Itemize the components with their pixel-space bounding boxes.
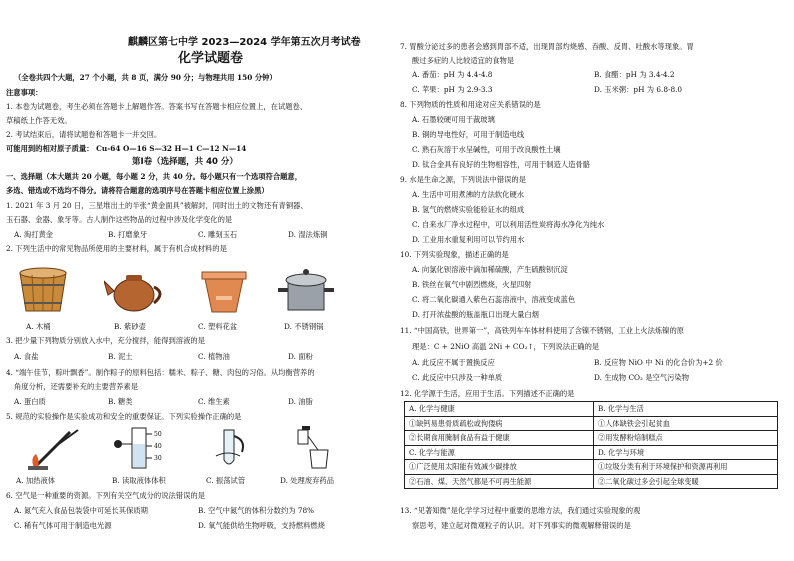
wooden-bucket-image (14, 263, 72, 315)
q12-cell[interactable]: D. 化学与环境 (594, 445, 778, 460)
q3-stem: 3. 把少量下列物质分别放入水中，充分搅拌，能得到溶液的是 (6, 336, 205, 345)
q3-option-c[interactable]: C. 植物油 (198, 352, 230, 361)
q5-option-a[interactable]: A. 加热液体 (16, 476, 56, 485)
q1-option-a[interactable]: A. 淘打黄金 (14, 230, 54, 239)
school-title: 麒麟区第七中学 2023—2024 学年第五次月考试卷 (128, 37, 361, 48)
q11-option-b[interactable]: B. 反应物 NiO 中 Ni 的化合价为+2 价 (594, 358, 723, 367)
teapot-image (104, 265, 166, 315)
q13-stem-2: 察思考，建立起对微观粒子的认识。对下列事实的微观解释错误的是 (412, 521, 631, 530)
note-1a: 1. 本卷为试题卷，考生必须在答题卡上解题作答。答案书写在答题卡相应位置上，在试题卷、 (6, 102, 308, 111)
q1-option-c[interactable]: C. 雕刻玉石 (198, 230, 238, 239)
q11-stem-2: 理是：C + 2NiO 高温 2Ni + CO₂↑，下列说法正确的是 (412, 342, 600, 351)
q12-cell: ②石油、煤、天然气都是不可再生能源 (405, 474, 594, 489)
q12-stem: 12. 化学源于生活，应用于生活。下列描述不正确的是 (400, 389, 575, 398)
shaking-test-tube-image (210, 426, 250, 470)
q12-cell: ①人体缺铁会引起贫血 (594, 416, 778, 431)
q4-stem-1: 4. “端午佳节，粽叶飘香”。制作粽子的原料包括：糯米、粽子、糖、肉包的习俗。从均衡营养的 (6, 368, 315, 377)
heating-liquid-image (26, 426, 86, 470)
q8-option-b[interactable]: B. 铜的导电性好，可用于制造电线 (412, 130, 525, 139)
scale-30: 30 (154, 455, 162, 462)
q5-option-c[interactable]: C. 振荡试管 (206, 476, 246, 485)
q12-cell: ①广泛使用太阳能有效减少碳排放 (405, 460, 594, 475)
q7-stem-1: 7. 胃酸分泌过多的患者会感到胃部不适，出现胃部灼烧感、吞酸、反胃、吐酸水等现象。胃 (400, 42, 694, 51)
q6-option-c[interactable]: C. 稀有气体可用于制造电光源 (14, 521, 112, 530)
atomic-masses: 可能用到的相对原子质量： Cu-64 O—16 S—32 H—1 C—12 N—14 (6, 144, 247, 153)
q12-cell: ②用发酵粉焙制糕点 (594, 431, 778, 446)
plastic-flowerpot-image (200, 268, 248, 316)
q1-stem-1: 1. 2021 年 3 月 20 日，三星堆出土的半张“黄金面具”被解封，同时出土的文物还有青铜器、 (6, 201, 308, 210)
q12-table (404, 401, 778, 489)
q5-option-b[interactable]: B. 读取液体体积 (112, 476, 166, 485)
q11-stem-1: 11. “中国高铁，世界第一”，高铁列车车体材料使用了含镍不锈钢，工业上火法炼镍的原 (400, 326, 685, 335)
q12-cell: ①缺钙易患骨质疏松或佝偻病 (405, 416, 594, 431)
note-1b: 草稿纸上作答无效。 (6, 116, 72, 125)
q5-option-d[interactable]: D. 处理废弃药品 (280, 476, 335, 485)
q1-option-d[interactable]: D. 湿法炼铜 (288, 230, 328, 239)
q3-option-a[interactable]: A. 食盐 (14, 352, 39, 361)
steel-pot-image (278, 264, 334, 316)
q8-option-d[interactable]: D. 钛合金具有良好的生物相容性，可用于制造人造骨骼 (412, 160, 591, 169)
exam-info: （全卷共四个大题，27 个小题，共 8 页，满分 90 分；与物理共用 150 分钟） (14, 73, 277, 82)
q9-stem: 9. 水是生命之源，下列说法中错误的是 (400, 175, 527, 184)
q7-stem-2: 酸过多症的人比较适宜的食物是 (412, 56, 515, 65)
q6-option-b[interactable]: B. 空气中氮气的体积分数约为 78% (198, 506, 315, 515)
q11-option-d[interactable]: D. 生成物 CO₂ 是空气污染物 (594, 373, 690, 382)
choice-heading-2: 多选、错选或不选均不得分。请将符合题意的选项序号在答题卡相应位置上涂黑） (6, 186, 269, 195)
q3-option-d[interactable]: D. 面粉 (288, 352, 313, 361)
q3-option-b[interactable]: B. 泥土 (108, 352, 133, 361)
q10-option-c[interactable]: C. 将二氧化碳通入紫色石蕊溶液中，溶液变成蓝色 (412, 295, 576, 304)
q2-option-a[interactable]: A. 木桶 (26, 322, 51, 331)
q7-option-a[interactable]: A. 番茄：pH 为 4.4-4.8 (412, 70, 493, 79)
q8-option-c[interactable]: C. 熟石灰溶于水呈碱性，可用于改良酸性土壤 (412, 145, 561, 154)
subject-title: 化学试题卷 (178, 51, 244, 66)
q7-option-b[interactable]: B. 食醋：pH 为 3.4-4.2 (594, 70, 675, 79)
q12-cell: ②二氧化碳过多会引起全球变暖 (594, 474, 778, 489)
q4-option-a[interactable]: A. 蛋白质 (14, 397, 46, 406)
notes-heading: 注意事项： (6, 88, 43, 97)
q5-stem: 5. 规范的实验操作是实验成功和安全的重要保证。下列实验操作正确的是 (6, 412, 242, 421)
note-2: 2. 考试结束后，请将试题卷和答题卡一并交回。 (6, 130, 162, 139)
waste-disposal-image (292, 426, 336, 470)
part1-title: 第Ⅰ卷（选择题，共 40 分） (132, 157, 238, 167)
q1-option-b[interactable]: B. 打磨象牙 (108, 230, 148, 239)
q7-option-d[interactable]: D. 玉米粥：pH 为 6.8-8.0 (594, 85, 683, 94)
scale-40: 40 (154, 443, 162, 450)
q2-stem: 2. 下列生活中的常见物品所使用的主要材料，属于有机合成材料的是 (6, 244, 227, 253)
choice-heading: 一、选择题（本大题共 20 小题，每小题 2 分，共 40 分。每小题只有一个选项符合题意， (6, 172, 303, 181)
q12-cell[interactable]: C. 化学与能源 (405, 445, 594, 460)
q9-option-d[interactable]: D. 工业用水重复利用可以节约用水 (412, 235, 525, 244)
q10-option-a[interactable]: A. 向氯化钡溶液中滴加稀硫酸，产生硫酸钡沉淀 (412, 265, 568, 274)
q9-option-a[interactable]: A. 生活中可用煮沸的方法软化硬水 (412, 190, 525, 199)
q2-option-b[interactable]: B. 紫砂壶 (114, 322, 146, 331)
q8-option-a[interactable]: A. 石墨较硬可用于裁玻璃 (412, 115, 495, 124)
q12-cell[interactable]: A. 化学与健康 (405, 402, 594, 417)
q9-option-c[interactable]: C. 自来水厂净水过程中，可以利用活性炭将海水净化为纯水 (412, 220, 605, 229)
q4-stem-2: 角度分析，还需要补充的主要营养素是 (14, 382, 139, 391)
q10-stem: 10. 下列实验现象，描述正确的是 (400, 250, 509, 259)
q10-option-b[interactable]: B. 铁丝在氧气中剧烈燃烧，火星四射 (412, 280, 532, 289)
q9-option-b[interactable]: B. 氢气的燃烧实验能验证水的组成 (412, 205, 525, 214)
q8-stem: 8. 下列物质的性质和用途对应关系错误的是 (400, 100, 541, 109)
q11-option-a[interactable]: A. 此反应不属于置换反应 (412, 358, 495, 367)
graduated-cylinder-image (110, 426, 170, 470)
q6-option-d[interactable]: D. 氧气能供给生物呼吸，支持燃料燃烧 (198, 521, 325, 530)
q4-option-b[interactable]: B. 糖类 (108, 397, 133, 406)
q7-option-c[interactable]: C. 苹果：pH 为 2.9-3.3 (412, 85, 493, 94)
q2-option-c[interactable]: C. 塑料花盆 (198, 322, 238, 331)
scale-50: 50 (154, 431, 162, 438)
q2-option-d[interactable]: D. 不锈钢锅 (284, 322, 324, 331)
q13-stem-1: 13. “见著知微”是化学学习过程中重要的思维方法，我们通过实验现象的观 (400, 506, 641, 515)
q6-stem: 6. 空气是一种重要的资源。下列有关空气成分的说法错误的是 (6, 491, 205, 500)
q12-cell: ②长期食用腌制食品有益于健康 (405, 431, 594, 446)
q4-option-c[interactable]: C. 维生素 (198, 397, 230, 406)
q12-cell: ①垃圾分类有利于环境保护和资源再利用 (594, 460, 778, 475)
q4-option-d[interactable]: D. 油脂 (288, 397, 313, 406)
q10-option-d[interactable]: D. 打开浓盐酸的瓶盖瓶口出现大量白烟 (412, 310, 539, 319)
q1-stem-2: 玉石器、金器、象牙等。古人制作这些物品的过程中涉及化学变化的是 (6, 215, 233, 224)
q11-option-c[interactable]: C. 此反应中只涉及一种单质 (412, 373, 503, 382)
q6-option-a[interactable]: A. 氮气充入食品包装袋中可延长其保质期 (14, 506, 148, 515)
q12-cell[interactable]: B. 化学与生活 (594, 402, 778, 417)
